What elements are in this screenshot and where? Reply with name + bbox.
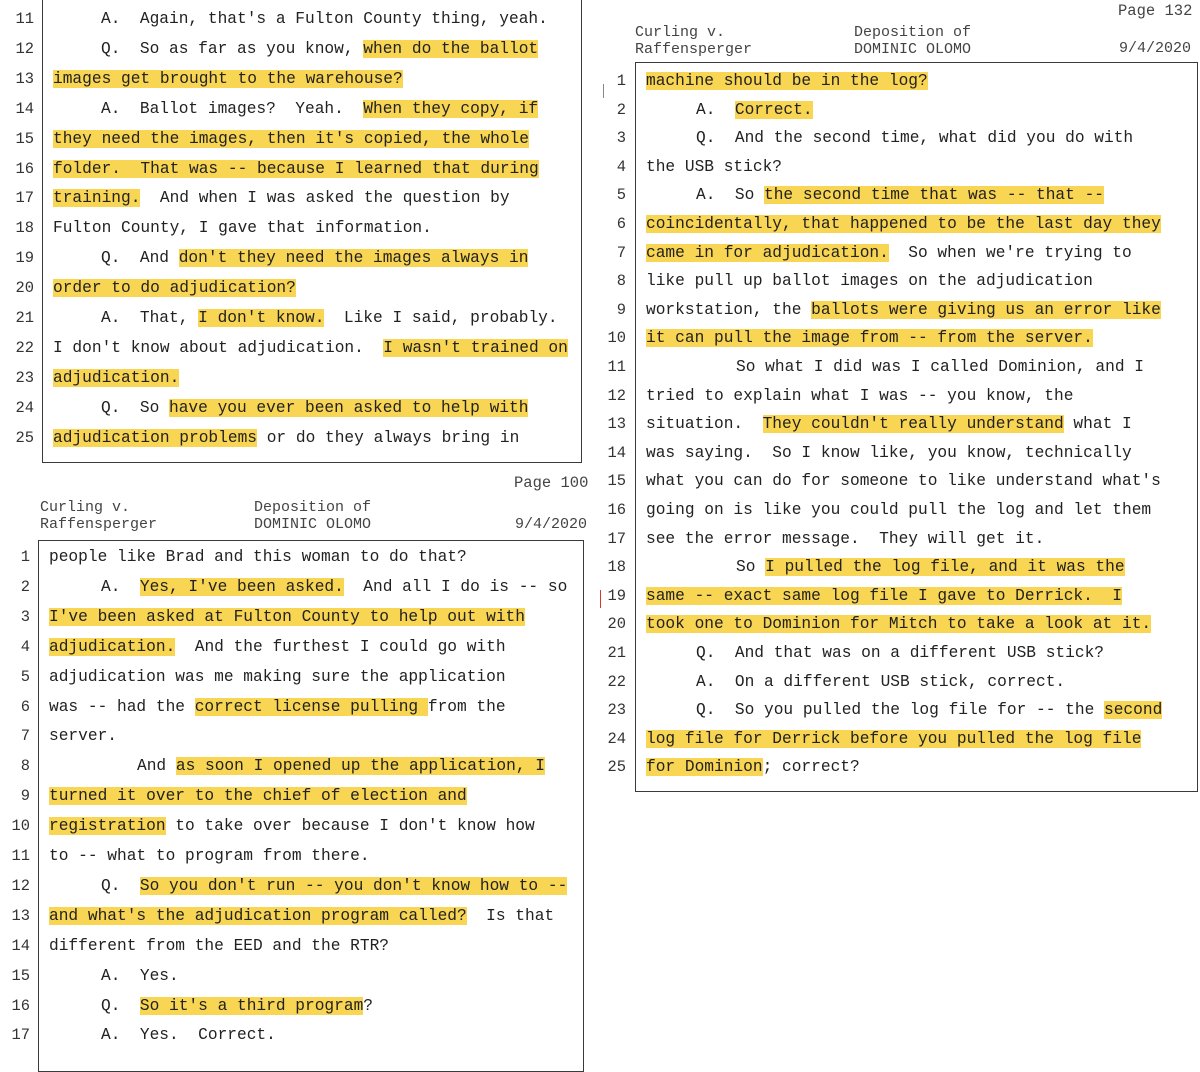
text-segment: Q. And the second time, what did you do with [696, 129, 1134, 148]
highlighted-text: registration [49, 817, 166, 836]
line-number: 3 [616, 129, 626, 148]
text-segment: And the furthest I could go with [175, 637, 506, 656]
text-segment: Q. [101, 996, 140, 1015]
transcript-line [101, 243, 528, 273]
text-segment: Q. [101, 876, 140, 895]
line-number: 8 [20, 757, 30, 776]
text-segment: Q. So you pulled the log file for -- the [696, 701, 1104, 720]
line-number: 24 [607, 729, 626, 748]
line-number: 16 [15, 159, 34, 178]
transcript-line [736, 352, 1144, 382]
line-number: 11 [607, 358, 626, 376]
highlighted-text: They couldn't really understand [762, 415, 1064, 434]
transcript-line [101, 393, 528, 423]
line-number: 21 [15, 309, 34, 327]
line-number: 17 [11, 1026, 30, 1045]
transcript-line [49, 931, 389, 961]
text-segment: A. Yes. Correct. [101, 1026, 276, 1045]
text-segment: people like Brad and this woman to do that? [49, 548, 467, 566]
line-number: 2 [20, 577, 30, 596]
line-number: 1 [616, 72, 626, 90]
line-number: 6 [20, 697, 30, 716]
highlighted-text: Yes, I've been asked. [139, 577, 344, 596]
transcript-line [49, 692, 506, 722]
text-segment: A. Ballot images? Yeah. [101, 99, 364, 118]
transcript-line [53, 273, 296, 303]
deposition-title: Deposition of DOMINIC OLOMO [854, 24, 972, 58]
transcript-line [646, 209, 1161, 239]
transcript-line [646, 752, 860, 782]
text-segment: And [137, 757, 176, 776]
line-number: 18 [607, 558, 626, 577]
transcript-line [53, 154, 539, 184]
highlighted-text: folder. That was -- because I learned that during [53, 159, 539, 178]
line-number: 16 [11, 996, 30, 1015]
transcript-line [646, 381, 1073, 411]
transcript-line [49, 602, 525, 632]
transcript-line [646, 152, 782, 182]
transcript-line [646, 323, 1093, 353]
transcript-line [101, 871, 567, 901]
line-number: 24 [15, 398, 34, 417]
transcript-panel-top-left [0, 0, 600, 465]
line-number: 11 [15, 10, 34, 28]
case-caption: Curling v. Raffensperger [635, 24, 753, 58]
line-number: 4 [20, 637, 30, 656]
line-number: 9 [616, 300, 626, 319]
highlighted-text: I wasn't trained on [383, 338, 568, 357]
line-number: 12 [11, 876, 30, 895]
text-segment: I don't know about adjudication. [53, 338, 384, 357]
highlighted-text: second [1104, 701, 1163, 720]
highlighted-text: machine should be in the log? [646, 72, 928, 90]
transcript-line [646, 409, 1132, 439]
transcript-line [646, 581, 1122, 611]
highlighted-text: don't they need the images always in [178, 249, 529, 268]
transcript-line [646, 295, 1161, 325]
highlighted-text: turned it over to the chief of election and [49, 787, 467, 806]
transcript-line [101, 572, 567, 602]
page-number: Page 132 [1118, 2, 1193, 20]
transcript-line [646, 524, 1044, 554]
transcript-line [646, 495, 1151, 525]
line-number: 15 [607, 472, 626, 491]
highlighted-text: training. [53, 189, 141, 208]
highlighted-text: ballots were giving us an error like [811, 300, 1161, 319]
highlighted-text: and what's the adjudication program called? [49, 906, 467, 925]
line-number: 14 [15, 99, 34, 118]
line-number: 20 [607, 615, 626, 634]
line-number: 13 [607, 415, 626, 434]
highlighted-text: as soon I opened up the application, I [175, 757, 545, 776]
line-number: 17 [15, 189, 34, 208]
deposition-date: 9/4/2020 [1119, 40, 1192, 57]
transcript-line [49, 721, 117, 751]
line-number: 12 [15, 39, 34, 58]
highlighted-text: they need the images, then it's copied, the whole [53, 129, 529, 148]
line-number: 7 [616, 243, 626, 262]
transcript-line [53, 64, 403, 94]
text-segment: So when we're trying to [888, 243, 1132, 262]
highlighted-text: I've been asked at Fulton County to help out with [49, 607, 525, 626]
text-segment: A. [696, 100, 735, 119]
text-segment: Like I said, probably. [324, 309, 558, 327]
text-segment: from the [427, 697, 506, 716]
line-number: 13 [11, 906, 30, 925]
highlighted-text: the second time that was -- that -- [764, 186, 1104, 205]
highlighted-text: adjudication. [49, 637, 176, 656]
text-segment: what I [1063, 415, 1132, 434]
transcript-line [49, 901, 554, 931]
transcript-line [101, 4, 548, 34]
line-number: 22 [15, 338, 34, 357]
transcript-line [101, 961, 179, 991]
transcript-line [49, 781, 467, 811]
text-segment: So [736, 558, 766, 577]
highlighted-text: have you ever been asked to help with [169, 398, 529, 417]
transcript-line [101, 94, 538, 124]
transcript-line [646, 466, 1161, 496]
highlighted-text: came in for adjudication. [646, 243, 889, 262]
text-segment: Q. And [101, 249, 179, 268]
transcript-line [53, 213, 432, 243]
text-segment: A. Again, that's a Fulton County thing, yeah. [101, 10, 548, 28]
transcript-line [137, 751, 545, 781]
transcript-line [696, 638, 1104, 668]
line-number: 3 [20, 607, 30, 626]
text-segment: was saying. So I know like, you know, technically [646, 443, 1132, 462]
highlighted-text: took one to Dominion for Mitch to take a look at it. [646, 615, 1152, 634]
transcript-line [53, 363, 179, 393]
transcript-panel-page-100 [0, 470, 600, 1056]
text-segment: Fulton County, I gave that information. [53, 219, 432, 238]
line-number: 20 [15, 279, 34, 298]
transcript-line [696, 667, 1065, 697]
line-number: 21 [607, 644, 626, 662]
transcript-line [646, 238, 1132, 268]
text-segment: And when I was asked the question by [140, 189, 510, 208]
line-number: 9 [20, 787, 30, 806]
transcript-line [646, 724, 1141, 754]
text-segment: tried to explain what I was -- you know, the [646, 386, 1074, 405]
text-segment: to take over because I don't know how [165, 817, 535, 836]
transcript-line [646, 266, 1093, 296]
line-number: 18 [15, 219, 34, 238]
text-segment: A. So [696, 186, 764, 205]
line-number: 15 [15, 129, 34, 148]
line-number: 14 [607, 443, 626, 462]
text-segment: ; correct? [762, 758, 860, 777]
text-segment: the USB stick? [646, 157, 782, 176]
line-number: 23 [15, 368, 34, 387]
highlighted-text: So you don't run -- you don't know how to -- [139, 876, 568, 895]
line-number: 8 [616, 272, 626, 291]
text-segment: see the error message. They will get it. [646, 529, 1045, 548]
transcript-line [696, 180, 1104, 210]
text-segment: to -- what to program from there. [49, 847, 370, 865]
transcript-line [53, 124, 529, 154]
line-number: 12 [607, 386, 626, 405]
text-segment: server. [49, 727, 117, 746]
transcript-line [696, 123, 1133, 153]
case-caption: Curling v. Raffensperger [40, 499, 158, 533]
transcript-line [49, 542, 467, 572]
line-number: 10 [607, 329, 626, 348]
line-number: 14 [11, 936, 30, 955]
line-number: 19 [607, 586, 626, 605]
highlighted-text: correct license pulling [194, 697, 428, 716]
transcript-line [101, 1020, 276, 1050]
line-number: 25 [15, 428, 34, 447]
transcript-line [646, 438, 1132, 468]
text-segment: Q. So [101, 398, 169, 417]
transcript-line [53, 423, 519, 453]
transcript-panel-page-132 [600, 0, 1200, 800]
line-number: 4 [616, 157, 626, 176]
highlighted-text: images get brought to the warehouse? [53, 69, 403, 88]
line-number: 6 [616, 215, 626, 233]
text-segment: A. On a different USB stick, correct. [696, 672, 1066, 691]
transcript-line [696, 695, 1162, 725]
highlighted-text: it can pull the image from -- from the server. [646, 329, 1093, 348]
line-number: 11 [11, 847, 30, 865]
highlighted-text: coincidentally, that happened to be the last day they [646, 215, 1161, 233]
highlighted-text: So it's a third program [139, 996, 364, 1015]
page-number: Page 100 [514, 474, 589, 492]
transcript-line [101, 991, 373, 1021]
text-segment: situation. [646, 415, 763, 434]
transcript-line [646, 609, 1151, 639]
deposition-title: Deposition of DOMINIC OLOMO [254, 499, 372, 533]
transcript-line [49, 811, 535, 841]
transcript-line [53, 183, 510, 213]
line-number: 1 [20, 548, 30, 566]
line-number: 15 [11, 966, 30, 985]
line-number: 7 [20, 727, 30, 746]
highlighted-text: adjudication. [53, 368, 180, 387]
text-segment: Q. And that was on a different USB stick? [696, 644, 1104, 662]
text-segment: workstation, the [646, 300, 812, 319]
line-number: 25 [607, 758, 626, 777]
transcript-line [101, 303, 558, 333]
transcript-line [53, 333, 568, 363]
line-number: 16 [607, 501, 626, 519]
text-segment: ? [363, 996, 374, 1015]
line-number: 10 [11, 817, 30, 836]
line-number: 22 [607, 672, 626, 691]
line-number: 17 [607, 529, 626, 548]
text-segment: A. [101, 577, 140, 596]
highlighted-text: Correct. [734, 100, 813, 119]
transcript-line [646, 66, 928, 96]
text-segment: was -- had the [49, 697, 195, 716]
transcript-line [736, 552, 1125, 582]
transcript-line [49, 662, 506, 692]
text-segment: Q. So as far as you know, [101, 39, 364, 58]
text-segment: So what I did was I called Dominion, and I [736, 358, 1144, 376]
transcript-line [49, 632, 506, 662]
highlighted-text: I pulled the log file, and it was the [765, 558, 1125, 577]
transcript-line [49, 841, 370, 871]
text-segment: like pull up ballot images on the adjudication [646, 272, 1093, 291]
transcript-line [696, 95, 813, 125]
line-number: 5 [20, 667, 30, 686]
highlighted-text: same -- exact same log file I gave to Derrick. I [646, 586, 1122, 605]
deposition-date: 9/4/2020 [515, 516, 588, 533]
line-number: 13 [15, 69, 34, 88]
text-segment: And all I do is -- so [343, 577, 568, 596]
highlighted-text: log file for Derrick before you pulled the log file [646, 729, 1142, 748]
transcript-line [101, 34, 538, 64]
highlighted-text: When they copy, if [363, 99, 539, 118]
text-segment: going on is like you could pull the log and let them [646, 501, 1152, 519]
highlighted-text: for Dominion [646, 758, 763, 777]
text-segment: Is that [466, 906, 555, 925]
highlighted-text: adjudication problems [53, 428, 257, 447]
line-number: 19 [15, 249, 34, 268]
text-segment: A. Yes. [101, 966, 179, 985]
text-segment: different from the EED and the RTR? [49, 936, 389, 955]
text-segment: adjudication was me making sure the application [49, 667, 506, 686]
line-number: 2 [616, 100, 626, 119]
text-segment: or do they always bring in [257, 428, 520, 447]
line-number: 5 [616, 186, 626, 205]
line-number: 23 [607, 701, 626, 720]
highlighted-text: order to do adjudication? [53, 279, 296, 298]
text-segment: A. That, [101, 309, 199, 327]
highlighted-text: I don't know. [198, 309, 325, 327]
text-segment: what you can do for someone to like understand what's [646, 472, 1161, 491]
highlighted-text: when do the ballot [363, 39, 539, 58]
